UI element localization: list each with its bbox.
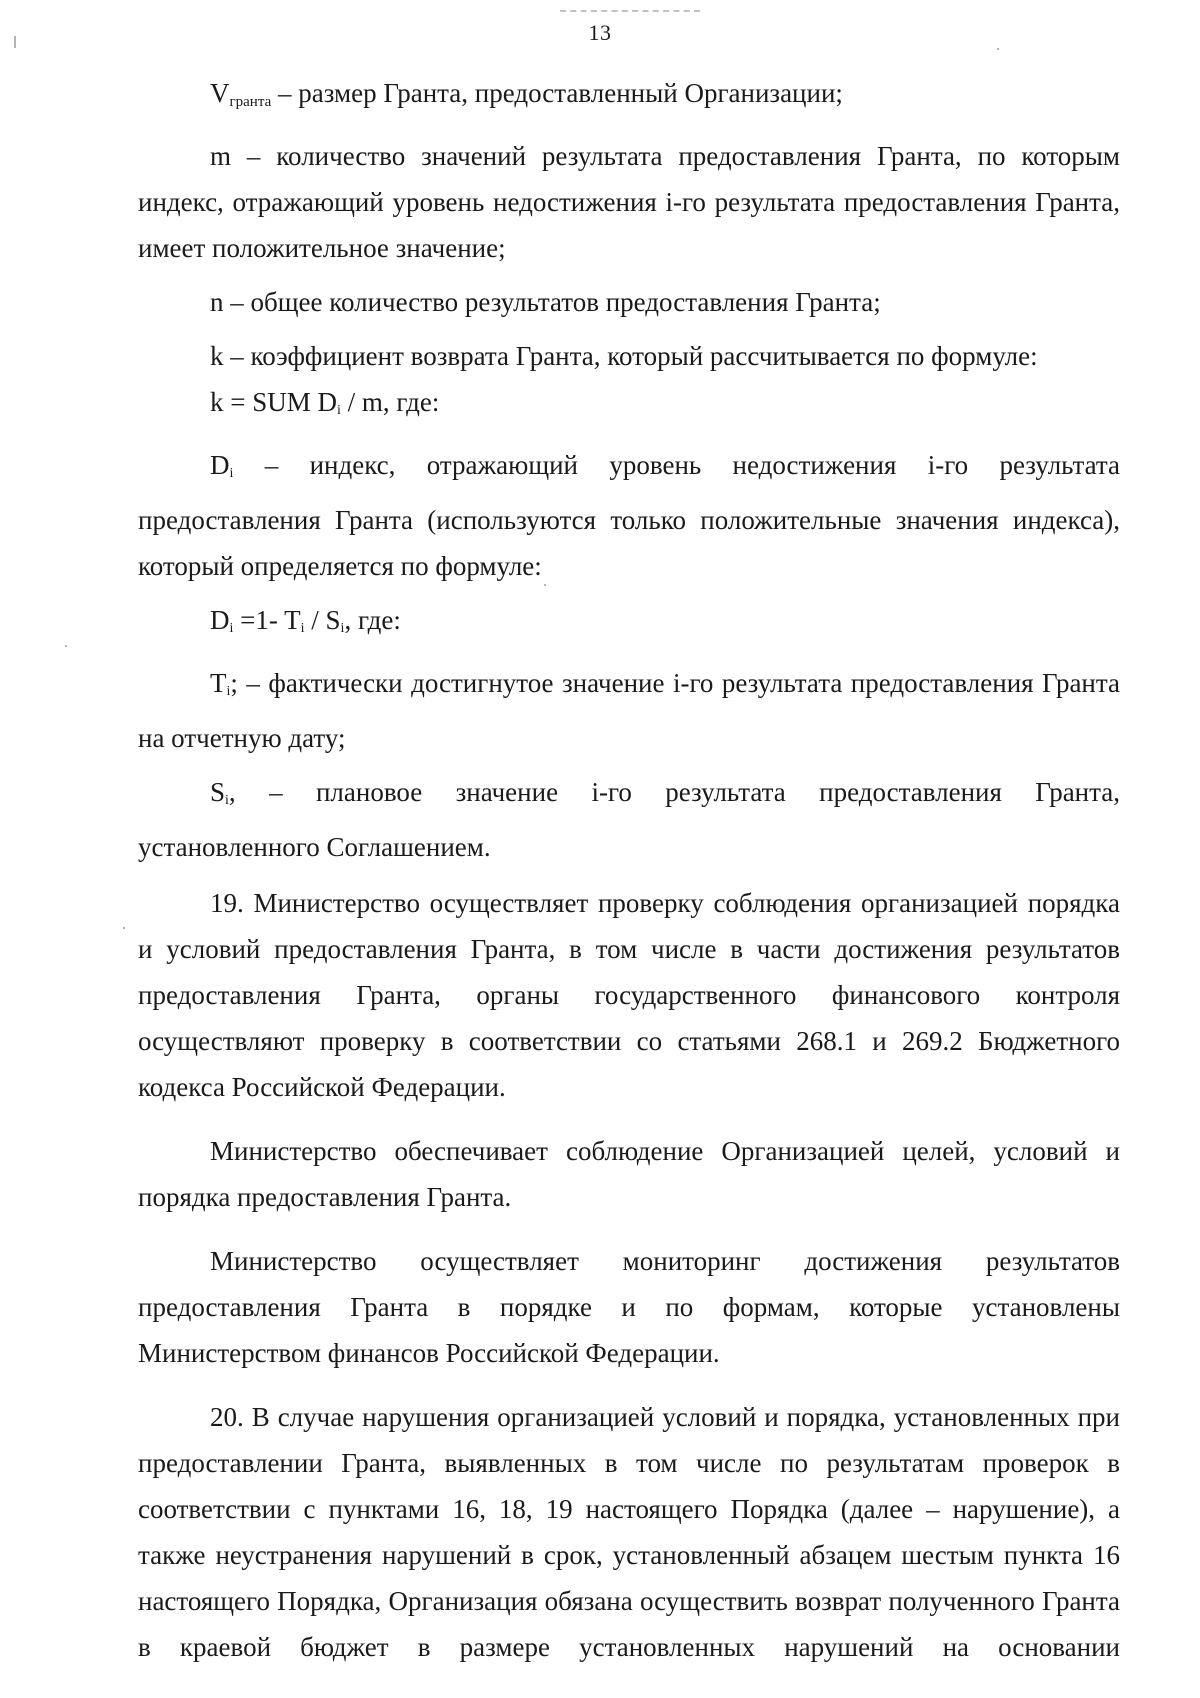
paragraph-ti <box>138 660 1120 761</box>
formula-prefix: k = SUM D <box>210 387 337 417</box>
subscript: гранта <box>229 94 272 110</box>
symbol: T <box>210 668 227 698</box>
paragraph-di <box>138 442 1120 589</box>
scan-speck <box>997 48 999 50</box>
scan-artifact <box>560 10 700 12</box>
page-number: 13 <box>588 20 612 45</box>
formula-part: D <box>210 605 230 635</box>
paragraph-text: – индекс, отражающий уровень недостижения i-го результата предоставления Гранта (используются только положительные значения индекса), который определяется по формуле: <box>138 450 1120 581</box>
formula-part: / S <box>304 605 341 635</box>
paragraph-k: k – коэффициент возврата Гранта, который рассчитывается по формуле: <box>210 341 1038 371</box>
paragraph-19-monitoring-results: Министерство осуществляет мониторинг достижения результатов предоставления Гранта в порядке и по формам, которые установлены Министерством финансов Российской Федерации. <box>138 1246 1120 1368</box>
paragraph-20: 20. В случае нарушения организацией условий и порядка, установленных при предоставлении Гранта, выявленных в том числе по результатам проверок в соответствии с пунктами 16, 18, 19 настоящего Порядка (далее – нарушение), а также неустранения нарушений в срок, установленный абзацем шестым пункта 16 настоящего Порядка, Организация обязана осуществить возврат полученного Гранта в краевой бюджет в размере установленных нарушений на основании <box>138 1402 1120 1662</box>
subscript: i <box>226 684 231 699</box>
paragraph-19-monitoring-goals: Министерство обеспечивает соблюдение Организацией целей, условий и порядка предоставления Гранта. <box>138 1136 1120 1212</box>
paragraph-19: 19. Министерство осуществляет проверку соблюдения организацией порядка и условий предоставления Гранта, в том числе в части достижения результатов предоставления Гранта, органы государственного финансового контроля осуществляют проверку в соответствии со статьями 268.1 и 269.2 Бюджетного кодекса Российской Федерации. <box>138 888 1120 1102</box>
subscript: i <box>229 621 234 636</box>
symbol: V <box>210 78 230 108</box>
paragraph-si <box>138 769 1120 870</box>
paragraph-text: ; – фактически достигнутое значение i-го результата предоставления Гранта на отчетную дату; <box>138 668 1120 753</box>
subscript: i <box>229 466 234 481</box>
symbol: S <box>210 777 226 807</box>
formula-part: , где: <box>344 605 401 635</box>
paragraph-n: n – общее количество результатов предоставления Гранта; <box>210 287 881 317</box>
paragraph-v-grant <box>138 70 1120 125</box>
formula-k <box>138 379 1120 434</box>
subscript: i <box>337 403 341 418</box>
symbol: D <box>210 450 230 480</box>
paragraph-text: , – плановое значение i-го результата предоставления Гранта, установленного Соглашением. <box>138 777 1120 862</box>
formula-part: =1- T <box>233 605 301 635</box>
paragraph-m: m – количество значений результата предоставления Гранта, по которым индекс, отражающий уровень недостижения i-го результата предоставления Гранта, имеет положительное значение; <box>138 141 1120 263</box>
document-body <box>138 70 1120 1670</box>
formula-suffix: / m, где: <box>340 387 440 417</box>
subscript: i <box>300 621 305 636</box>
scan-speck <box>65 645 67 647</box>
subscript: i <box>340 621 345 636</box>
formula-di <box>138 597 1120 652</box>
scan-speck <box>123 927 125 929</box>
subscript: i <box>225 793 229 808</box>
paragraph-text: – размер Гранта, предоставленный Организации; <box>277 78 843 108</box>
